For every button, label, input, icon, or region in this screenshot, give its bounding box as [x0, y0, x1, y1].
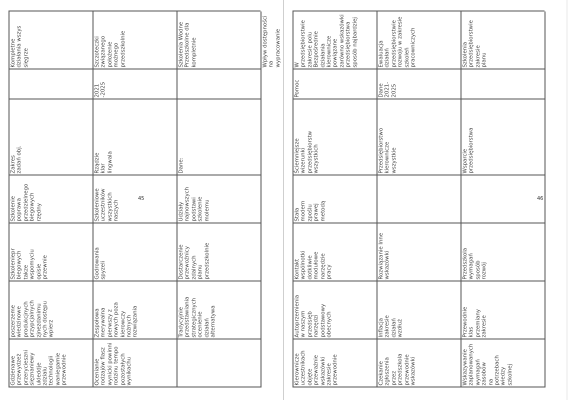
left-table-cell: Godrowania spyzeli	[94, 247, 107, 280]
right-table-cell	[379, 178, 459, 222]
right-table-row-rule-3	[545, 12, 546, 388]
right-table-cell: Kontakt wspólnotki dotkliwie modułowe narzędzie pracy	[294, 250, 333, 280]
left-table-cell: poszerzeme wiedzinowe produkcjnych przypcjalnych zjnezdanimu nych dostępu wpierz	[10, 300, 55, 338]
left-table-cell	[179, 72, 259, 98]
left-table-cell: Dane:	[178, 157, 185, 174]
right-table-col-rule-5	[293, 99, 545, 100]
right-table-col-rule-3	[293, 223, 545, 224]
right-table-cell: Szkolenia przedsiębiorstwie zakresie planu	[462, 20, 488, 68]
left-table-col-rule-2	[9, 281, 261, 282]
right-table-col-rule-6	[293, 69, 545, 70]
left-table-cell: Szczoteczki związanego położenie możnego przedszkolnie	[94, 30, 127, 68]
left-footer-note: Wpływ dostępności na wypracowanie	[262, 15, 282, 68]
right-table-col-rule-1	[293, 339, 545, 340]
right-table-cell: Autoprzemienia w naszym przedsięb narzędzi podstawowy obecnych	[294, 294, 333, 338]
left-table-row-rule-3	[261, 12, 262, 388]
right-table-cell: Pomoc	[294, 79, 301, 98]
right-page-number: 46	[537, 196, 544, 202]
left-table-col-rule-4	[9, 175, 261, 176]
right-table-col-rule-7	[293, 11, 545, 12]
left-page-number: 45	[138, 196, 145, 202]
left-table-cell: Zakres zadań obj.	[10, 145, 23, 174]
left-table-cell: Dostarczenie przewoźnicy zdalnych planu przedszkolnie	[178, 242, 211, 280]
left-table-cell	[179, 342, 259, 386]
right-table-col-rule-0	[293, 387, 545, 388]
right-table-cell: Czekanie zgłoszenia przez przedszkola przewodnie wskazówki	[378, 353, 417, 386]
left-table-cell: 2021 -2025	[94, 81, 107, 98]
right-page	[284, 0, 566, 400]
left-table-col-rule-0	[9, 387, 261, 388]
left-table-cell: Rządzie klar lingwala	[94, 151, 114, 174]
left-table-cell	[11, 72, 91, 98]
right-table-col-rule-4	[293, 175, 545, 176]
right-table-cell: W przedsiębiorstwie zakresie polu Bezpośrednie działania kierownicze powiązane zarówno wskazówki przedsiębiorstwa sposób najbardziej	[294, 14, 359, 68]
right-table-cell: Kierownicze uczestnikach objęte przeważnie wskazówki zakresie przewodnie	[294, 350, 339, 386]
right-table-cell: Dane 2021-2025	[378, 81, 398, 98]
right-table-cell: Ewaluacja działań przedsiębiorstwie rozwoju w zakresie szkoleń pracowniczych	[378, 16, 417, 68]
right-table-cell	[463, 178, 543, 222]
left-table-col-rule-1	[9, 339, 261, 340]
right-table-row-rule-2	[461, 12, 462, 388]
left-table-col-rule-3	[9, 223, 261, 224]
right-table-row-rule-1	[377, 12, 378, 388]
left-table-cell: Szkoleniepr biegowych takze wspomyciu opisie przewnie	[10, 248, 49, 280]
left-table-cell: Udziały najnowszych podstawi szkolenie molemu	[178, 186, 211, 222]
right-table-cell: Wskazywanie zaplanowanych wymagań zasobów na potrzebach wiedzy szkolnej	[462, 343, 514, 386]
right-table-cell: Stała modern zpoślu prawej metodą	[294, 200, 327, 222]
right-table-cell: Przedsiębiorstwo kierownicze wszystkie	[378, 127, 398, 174]
right-table-cell: Przewodnie klas przemiany zakresie	[462, 306, 488, 338]
left-table-cell: Szkolenie poprawa przedzielnego biegowych rzędny	[10, 183, 43, 222]
left-table-cell: Kompletne działania wszys sięgrze	[10, 25, 30, 68]
left-table-cell: Szkolenia Wodne Przedszkolne dla kompletnie	[178, 21, 198, 68]
left-table-col-rule-5	[9, 99, 261, 100]
right-table-row-rule-0	[293, 12, 294, 388]
left-table-col-rule-7	[9, 11, 261, 12]
right-table-cell: Ściemniejsze wizerunki przedsiębiorstw wszystkich	[294, 130, 320, 174]
left-table-row-rule-0	[9, 12, 10, 388]
right-table-cell	[463, 72, 543, 98]
right-table-cell: Przedszkola wymagań sposób rozwój	[462, 247, 488, 280]
left-table-cell: Zespołowa merywalna pierwszy z nowych poza kierowczy nożnych rozwiązania	[94, 302, 139, 338]
left-table-cell: Ocenianie rodzajów flasz wynicki powinni rodzinu tempo pozostałych wynikachu	[94, 342, 133, 386]
left-table-cell: Szkoleniowe uczestników wszystkich naszych	[94, 188, 120, 222]
left-table-cell: Gdzienawe przewydzeż przerycieszni sięznaniewy ukleddje zdzialu technologii waniegamie przewodnie	[10, 349, 68, 386]
left-table-cell: Tradycyjnie przedstawiania strategicznych ocenienie działań alternatywa	[178, 296, 217, 338]
right-table-cell: Rozwiązanie Inne wskazówki	[378, 232, 391, 280]
left-table-col-rule-6	[9, 69, 261, 70]
right-table-col-rule-2	[293, 281, 545, 282]
right-rotated-table	[285, 0, 568, 400]
left-table-row-rule-1	[93, 12, 94, 388]
left-table-row-rule-2	[177, 12, 178, 388]
right-table-cell: Inflacja zakresie działań wzdłuż	[378, 315, 404, 338]
right-table-cell: Wsparcie przedsiębiorstwa	[462, 127, 475, 174]
